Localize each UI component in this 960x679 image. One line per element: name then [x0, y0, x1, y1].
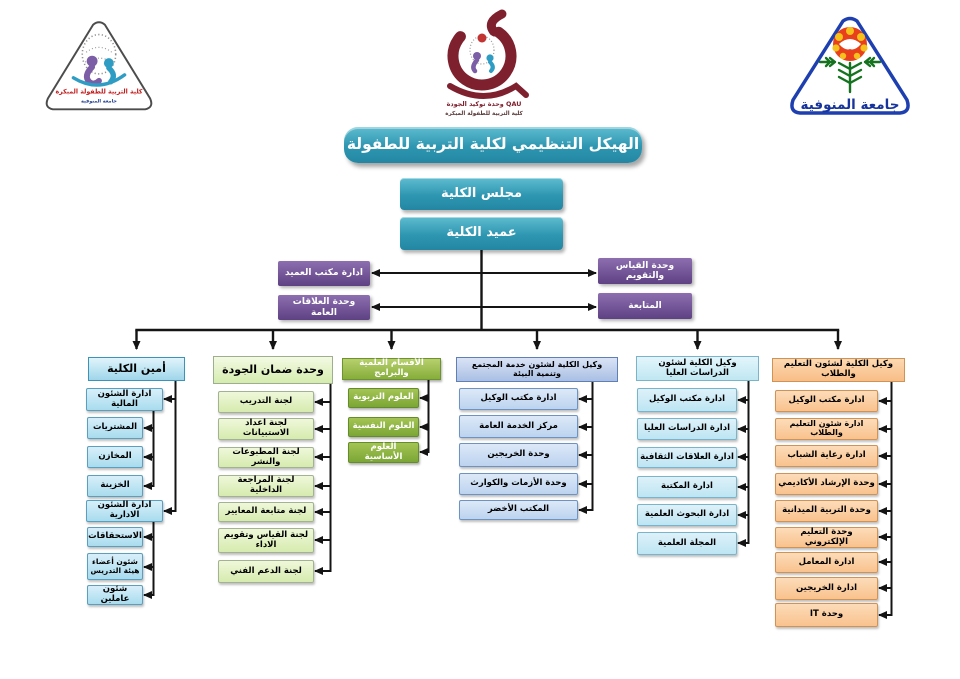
- org-node: ادارة شئون التعليم والطلاب: [775, 418, 878, 440]
- column-5-connectors: [738, 381, 749, 544]
- org-node: المخازن: [87, 446, 143, 468]
- qau-logo-line1: وحدة توكيد الجودة QAU: [446, 100, 522, 108]
- chart-title-banner: الهيكل التنظيمي لكلية التربية للطفولة: [344, 127, 642, 163]
- column-4-connectors: [579, 382, 593, 511]
- faculty-logo-name: كلية التربية للطفولة المبكرة: [55, 88, 143, 96]
- faculty-council-box: مجلس الكلية: [400, 178, 563, 210]
- graduate-column-header: وكيل الكلية لشئون الدراسات العليا: [636, 356, 759, 381]
- org-node: الاستحقاقات: [87, 527, 143, 547]
- public-relations-unit-box: وحدة العلاقات العامة: [278, 295, 370, 320]
- org-node: لجنة المطبوعات والنشر: [218, 447, 314, 468]
- org-node: ادارة المعامل: [775, 552, 878, 573]
- quality-column-header: وحدة ضمان الجودة: [213, 356, 333, 384]
- faculty-logo: [40, 18, 158, 118]
- org-node: لجنة الدعم الفني: [218, 560, 314, 583]
- org-node: ادارة مكتب الوكيل: [775, 390, 878, 412]
- org-node: شئون أعضاء هيئة التدريس: [87, 553, 143, 580]
- org-node: لجنة القياس وتقويم الاداء: [218, 528, 314, 553]
- follow-up-box: المتابعة: [598, 293, 692, 319]
- dean-box: عميد الكلية: [400, 217, 563, 250]
- org-node: وحدة الخريجين: [459, 443, 578, 467]
- column-6-connectors: [879, 382, 892, 616]
- column-1-connectors: [144, 380, 176, 596]
- org-node: العلوم الأساسية: [348, 442, 419, 463]
- dean-office-admin-box: ادارة مكتب العميد: [278, 261, 370, 286]
- org-node: ادارة الشئون المالية: [86, 388, 163, 411]
- org-node: لجنة متابعة المعايير: [218, 502, 314, 522]
- column-3-connectors: [420, 380, 429, 453]
- org-node: ادارة مكتب الوكيل: [459, 388, 578, 410]
- org-node: ادارة الشئون الادارية: [86, 500, 163, 522]
- org-node: وحدة الأزمات والكوارث: [459, 473, 578, 495]
- qau-logo-line2: كلية التربية للطفولة المبكرة: [445, 111, 523, 117]
- org-node: لجنة التدريب: [218, 391, 314, 413]
- secretary-column-header: أمين الكلية: [88, 357, 185, 381]
- org-node: وحدة IT: [775, 603, 878, 627]
- org-node: المكتب الأخضر: [459, 500, 578, 520]
- org-node: مركز الخدمة العامة: [459, 415, 578, 438]
- university-logo: [787, 16, 913, 118]
- education-column-header: وكيل الكلية لشئون التعليم والطلاب: [772, 358, 905, 382]
- org-node: الخزينة: [87, 475, 143, 497]
- org-node: ادارة مكتب الوكيل: [637, 388, 737, 412]
- org-node: ادارة رعاية الشباب: [775, 445, 878, 467]
- qau-logo: [430, 6, 538, 120]
- measurement-evaluation-unit-box: وحدة القياس والتقويم: [598, 258, 692, 284]
- org-node: العلوم النفسية: [348, 417, 419, 437]
- org-node: شئون عاملين: [87, 585, 143, 605]
- faculty-logo-university: جامعة المنوفية: [81, 98, 117, 105]
- column-2-connectors: [315, 384, 331, 572]
- org-node: لجنة اعداد الاستبيانات: [218, 418, 314, 440]
- org-node: لجنة المراجعة الداخلية: [218, 475, 314, 497]
- org-node: ادارة الدراسات العليا: [637, 418, 737, 440]
- org-node: وحدة الإرشاد الأكاديمي: [775, 473, 878, 495]
- org-node: ادارة البحوث العلمية: [637, 504, 737, 526]
- org-node: وحدة التربية الميدانية: [775, 500, 878, 522]
- org-node: العلوم التربوية: [348, 388, 419, 408]
- community-column-header: وكيل الكلية لشئون خدمة المجتمع وتنمية البيئة: [456, 357, 618, 382]
- departments-column-header: الأقسام العلمية والبرامج: [342, 358, 441, 380]
- main-trunk: [135, 250, 839, 349]
- org-node: وحدة التعليم الإلكتروني: [775, 527, 878, 548]
- org-node: المشتريات: [87, 417, 143, 439]
- org-node: ادارة الخريجين: [775, 577, 878, 600]
- org-node: المجلة العلمية: [637, 532, 737, 555]
- dean-unit-arrows: [372, 273, 596, 307]
- university-logo-name: جامعة المنوفية: [800, 97, 900, 113]
- org-node: ادارة المكتبة: [637, 476, 737, 498]
- org-node: ادارة العلاقات الثقافية: [637, 447, 737, 468]
